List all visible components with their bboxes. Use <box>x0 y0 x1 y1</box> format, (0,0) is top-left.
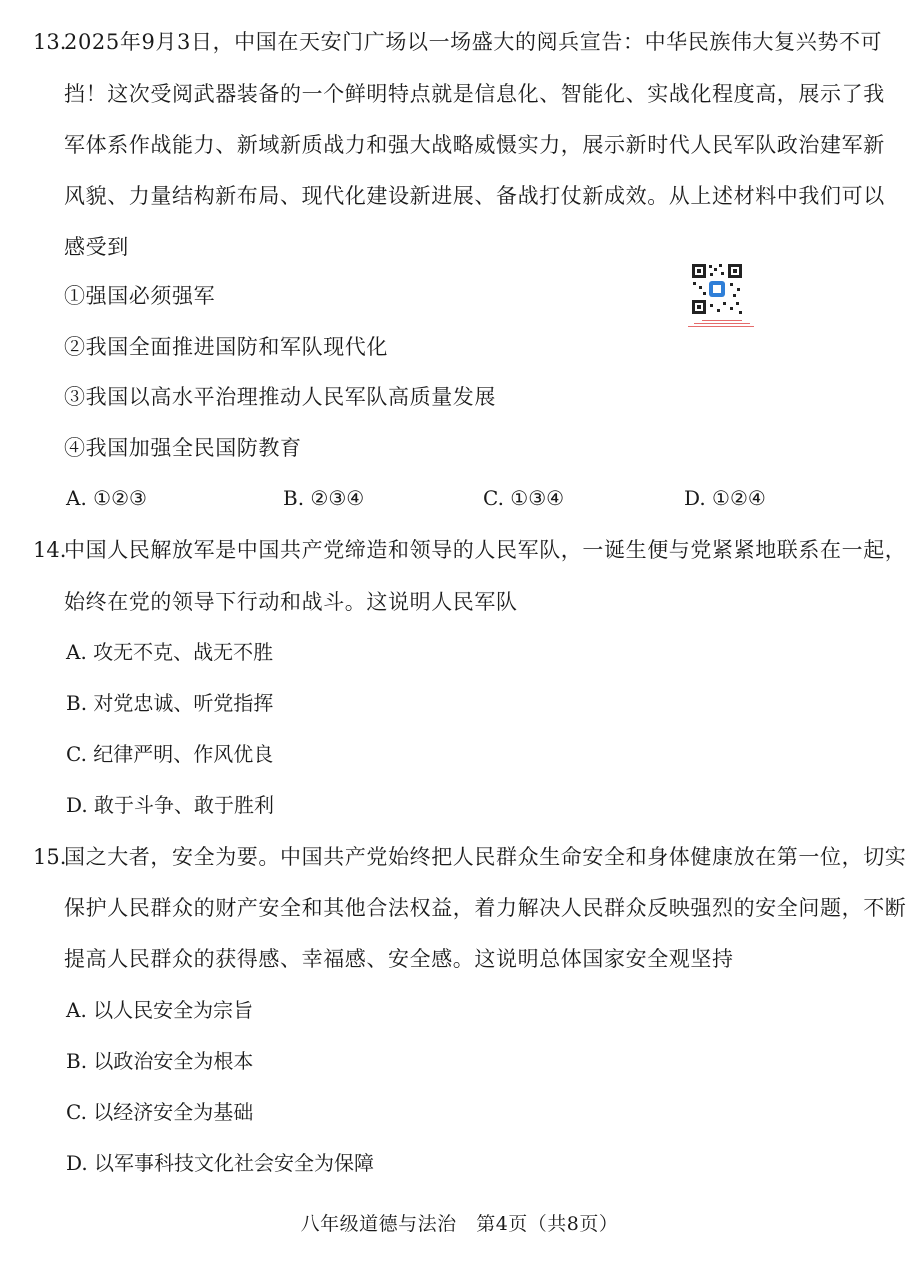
question-text-line: 2025年9月3日，中国在天安门广场以一场盛大的阅兵宣告：中华民族伟大复兴势不可 <box>64 30 883 54</box>
answer-option-d: D. ①②④ <box>684 486 766 510</box>
answer-option-b: B. 对党忠诚、听党指挥 <box>66 691 274 715</box>
answer-option-a: A. 攻无不克、战无不胜 <box>66 640 274 664</box>
statement-item: ②我国全面推进国防和军队现代化 <box>64 335 388 359</box>
answer-option-a: A. ①②③ <box>66 486 147 510</box>
question-text-line: 中国人民解放军是中国共产党缔造和领导的人民军队，一诞生便与党紧紧地联系在一起， <box>64 538 907 562</box>
answer-option-d: D. 敢于斗争、敢于胜利 <box>66 793 275 817</box>
question-text-line: 挡！这次受阅武器装备的一个鲜明特点就是信息化、智能化、实战化程度高，展示了我 <box>64 82 885 106</box>
question-text-line: 军体系作战能力、新域新质战力和强大战略威慑实力，展示新时代人民军队政治建军新 <box>64 133 885 157</box>
statement-item: ③我国以高水平治理推动人民军队高质量发展 <box>64 385 496 409</box>
question-text-line: 保护人民群众的财产安全和其他合法权益，着力解决人民群众反映强烈的安全问题，不断 <box>64 896 907 920</box>
qr-code-icon <box>690 262 744 316</box>
question-text-line: 提高人民群众的获得感、幸福感、安全感。这说明总体国家安全观坚持 <box>64 947 734 971</box>
question-text-line: 感受到 <box>64 235 129 259</box>
answer-option-a: A. 以人民安全为宗旨 <box>66 998 254 1022</box>
question-number: 13. <box>33 30 67 54</box>
qr-caption <box>688 318 758 330</box>
answer-option-c: C. 以经济安全为基础 <box>66 1100 254 1124</box>
question-text-line: 国之大者，安全为要。中国共产党始终把人民群众生命安全和身体健康放在第一位，切实 <box>64 845 907 869</box>
answer-option-b: B. ②③④ <box>283 486 365 510</box>
answer-option-c: C. ①③④ <box>483 486 565 510</box>
statement-item: ④我国加强全民国防教育 <box>64 436 302 460</box>
footer-page-number: 第4页（共8页） <box>476 1213 619 1235</box>
answer-option-c: C. 纪律严明、作风优良 <box>66 742 274 766</box>
question-number: 14. <box>33 538 67 562</box>
question-text-line: 始终在党的领导下行动和战斗。这说明人民军队 <box>64 590 518 614</box>
statement-item: ①强国必须强军 <box>64 284 216 308</box>
answer-option-b: B. 以政治安全为根本 <box>66 1049 254 1073</box>
question-text-line: 风貌、力量结构新布局、现代化建设新进展、备战打仗新成效。从上述材料中我们可以 <box>64 184 885 208</box>
page-footer <box>0 1211 919 1237</box>
answer-option-d: D. 以军事科技文化社会安全为保障 <box>66 1151 375 1175</box>
question-number: 15. <box>33 845 67 869</box>
footer-subject: 八年级道德与法治 <box>300 1213 457 1235</box>
